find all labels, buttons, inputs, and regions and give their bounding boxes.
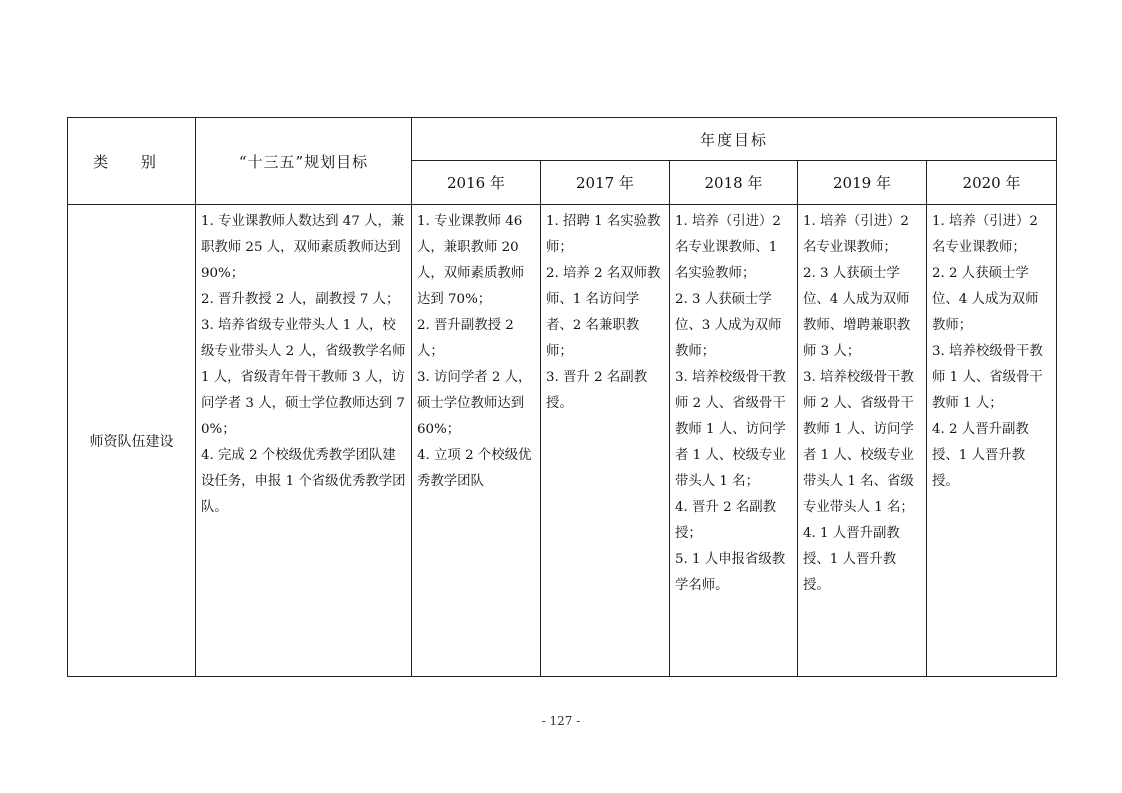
year-2018-item: 2. 3 人获硕士学位、3 人成为双师教师；	[675, 292, 782, 359]
category-cell: 师资队伍建设	[68, 205, 196, 677]
year-2018-cell	[670, 205, 798, 677]
plan-item: 3. 培养省级专业带头人 1 人，校级专业带头人 2 人，省级教学名师 1 人，省级青年骨干教师 3 人，访问学者 3 人，硕士学位教师达到 70%；	[201, 318, 406, 437]
year-2019-item: 1. 培养（引进）2 名专业课教师；	[803, 214, 909, 255]
header-year-2016: 2016 年	[412, 161, 541, 205]
header-year-2020: 2020 年	[927, 161, 1057, 205]
year-2018-item: 5. 1 人申报省级教学名师。	[675, 552, 786, 593]
plan-item: 2. 晋升教授 2 人，副教授 7 人；	[201, 292, 400, 307]
plan-target-cell	[196, 205, 412, 677]
table-row	[68, 205, 1057, 677]
header-year-2018: 2018 年	[670, 161, 798, 205]
header-row-top	[68, 118, 1057, 161]
page-number: - 127 -	[541, 714, 581, 728]
year-2016-item: 2. 晋升副教授 2 人；	[417, 318, 514, 359]
header-year-2017: 2017 年	[541, 161, 670, 205]
plan-item: 1. 专业课教师人数达到 47 人，兼职教师 25 人，双师素质教师达到 90%；	[201, 214, 405, 281]
year-2019-item: 2. 3 人获硕士学位、4 人成为双师教师、增聘兼职教师 3 人；	[803, 266, 911, 359]
year-2018-item: 3. 培养校级骨干教师 2 人、省级骨干教师 1 人、访问学者 1 人、校级专业带头人 1 名；	[675, 370, 786, 489]
plan-item: 4. 完成 2 个校级优秀教学团队建设任务，申报 1 个省级优秀教学团队。	[201, 448, 406, 515]
year-2019-item: 3. 培养校级骨干教师 2 人、省级骨干教师 1 人、访问学者 1 人、校级专业带头人 1 名、省级专业带头人 1 名；	[803, 370, 914, 515]
year-2017-item: 1. 招聘 1 名实验教师；	[546, 214, 661, 255]
year-2017-item: 2. 培养 2 名双师教师、1 名访问学者、2 名兼职教师；	[546, 266, 661, 359]
year-2016-item: 3. 访问学者 2 人，硕士学位教师达到 60%；	[417, 370, 532, 437]
year-2016-item: 1. 专业课教师 46 人，兼职教师 20 人，双师素质教师达到 70%；	[417, 214, 525, 307]
year-2020-item: 1. 培养（引进）2 名专业课教师；	[932, 214, 1038, 255]
header-annual-target: 年度目标	[412, 118, 1057, 161]
year-2020-item: 2. 2 人获硕士学位、4 人成为双师教师；	[932, 266, 1039, 333]
header-year-2019: 2019 年	[798, 161, 927, 205]
year-2016-item: 4. 立项 2 个校级优秀教学团队	[417, 448, 532, 489]
year-2019-item: 4. 1 人晋升副教授、1 人晋升教授。	[803, 526, 900, 593]
planning-table	[67, 117, 1057, 677]
year-2020-cell	[927, 205, 1057, 677]
year-2020-item: 3. 培养校级骨干教师 1 人、省级骨干教师 1 人；	[932, 344, 1043, 411]
year-2020-item: 4. 2 人晋升副教授、1 人晋升教授。	[932, 422, 1029, 489]
year-2016-cell	[412, 205, 541, 677]
year-2017-item: 3. 晋升 2 名副教授。	[546, 370, 648, 411]
header-category: 类 别	[68, 118, 196, 205]
year-2019-cell	[798, 205, 927, 677]
header-plan-target: “十三五”规划目标	[196, 118, 412, 205]
year-2018-item: 4. 晋升 2 名副教授；	[675, 500, 777, 541]
year-2017-cell	[541, 205, 670, 677]
year-2018-item: 1. 培养（引进）2 名专业课教师、1 名实验教师；	[675, 214, 781, 281]
